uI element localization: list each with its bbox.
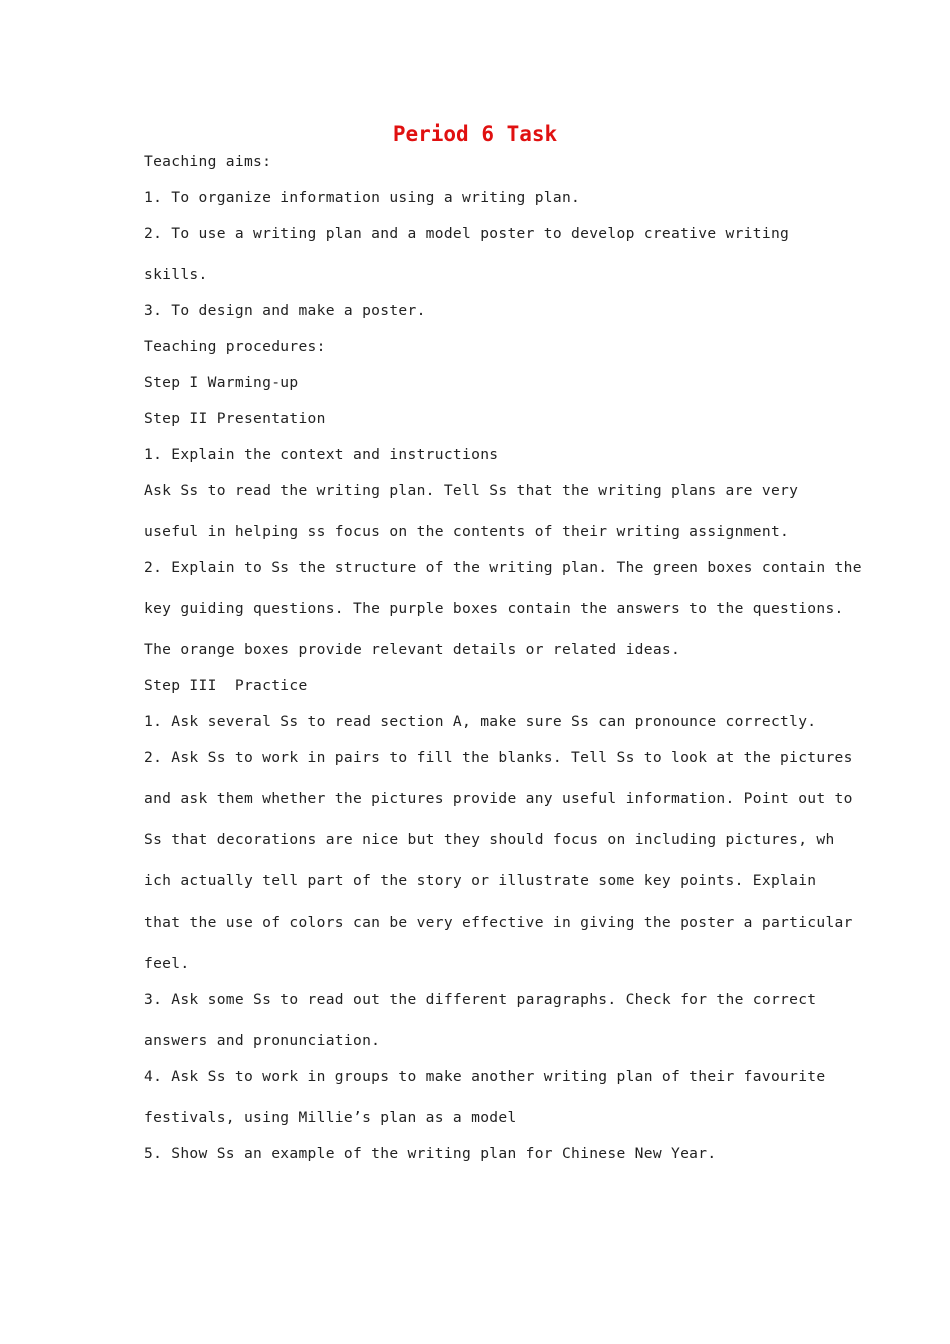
text-line: answers and pronunciation.: [144, 1032, 381, 1049]
text-line: 1. Ask several Ss to read section A, make sure Ss can pronounce correctly.: [144, 713, 817, 730]
text-line: 3. To design and make a poster.: [144, 302, 426, 319]
text-line: Teaching aims:: [144, 153, 272, 170]
text-line: Ss that decorations are nice but they should focus on including pictures, wh: [144, 831, 835, 848]
text-line: skills.: [144, 266, 208, 283]
text-line: Teaching procedures:: [144, 338, 326, 355]
text-line: Step III Practice: [144, 677, 308, 694]
text-line: The orange boxes provide relevant details or related ideas.: [144, 641, 681, 658]
text-line: 4. Ask Ss to work in groups to make another writing plan of their favourite: [144, 1068, 826, 1085]
text-line: ich actually tell part of the story or illustrate some key points. Explain: [144, 872, 817, 889]
text-line: feel.: [144, 955, 190, 972]
text-line: that the use of colors can be very effective in giving the poster a particular: [144, 914, 853, 931]
page-title: Period 6 Task: [392, 122, 558, 146]
text-line: Ask Ss to read the writing plan. Tell Ss that the writing plans are very: [144, 482, 799, 499]
text-line: 1. To organize information using a writing plan.: [144, 189, 581, 206]
text-line: 5. Show Ss an example of the writing plan for Chinese New Year.: [144, 1145, 717, 1162]
text-line: Step I Warming-up: [144, 374, 299, 391]
text-line: key guiding questions. The purple boxes contain the answers to the questions.: [144, 600, 844, 617]
text-line: Step II Presentation: [144, 410, 326, 427]
text-line: 2. To use a writing plan and a model poster to develop creative writing: [144, 225, 790, 242]
text-line: 3. Ask some Ss to read out the different paragraphs. Check for the correct: [144, 991, 817, 1008]
text-line: 1. Explain the context and instructions: [144, 446, 499, 463]
text-line: useful in helping ss focus on the contents of their writing assignment.: [144, 523, 790, 540]
text-line: 2. Explain to Ss the structure of the writing plan. The green boxes contain the: [144, 559, 862, 576]
text-line: and ask them whether the pictures provide any useful information. Point out to: [144, 790, 853, 807]
text-line: festivals, using Millie’s plan as a model: [144, 1109, 517, 1126]
text-line: 2. Ask Ss to work in pairs to fill the blanks. Tell Ss to look at the pictures: [144, 749, 853, 766]
